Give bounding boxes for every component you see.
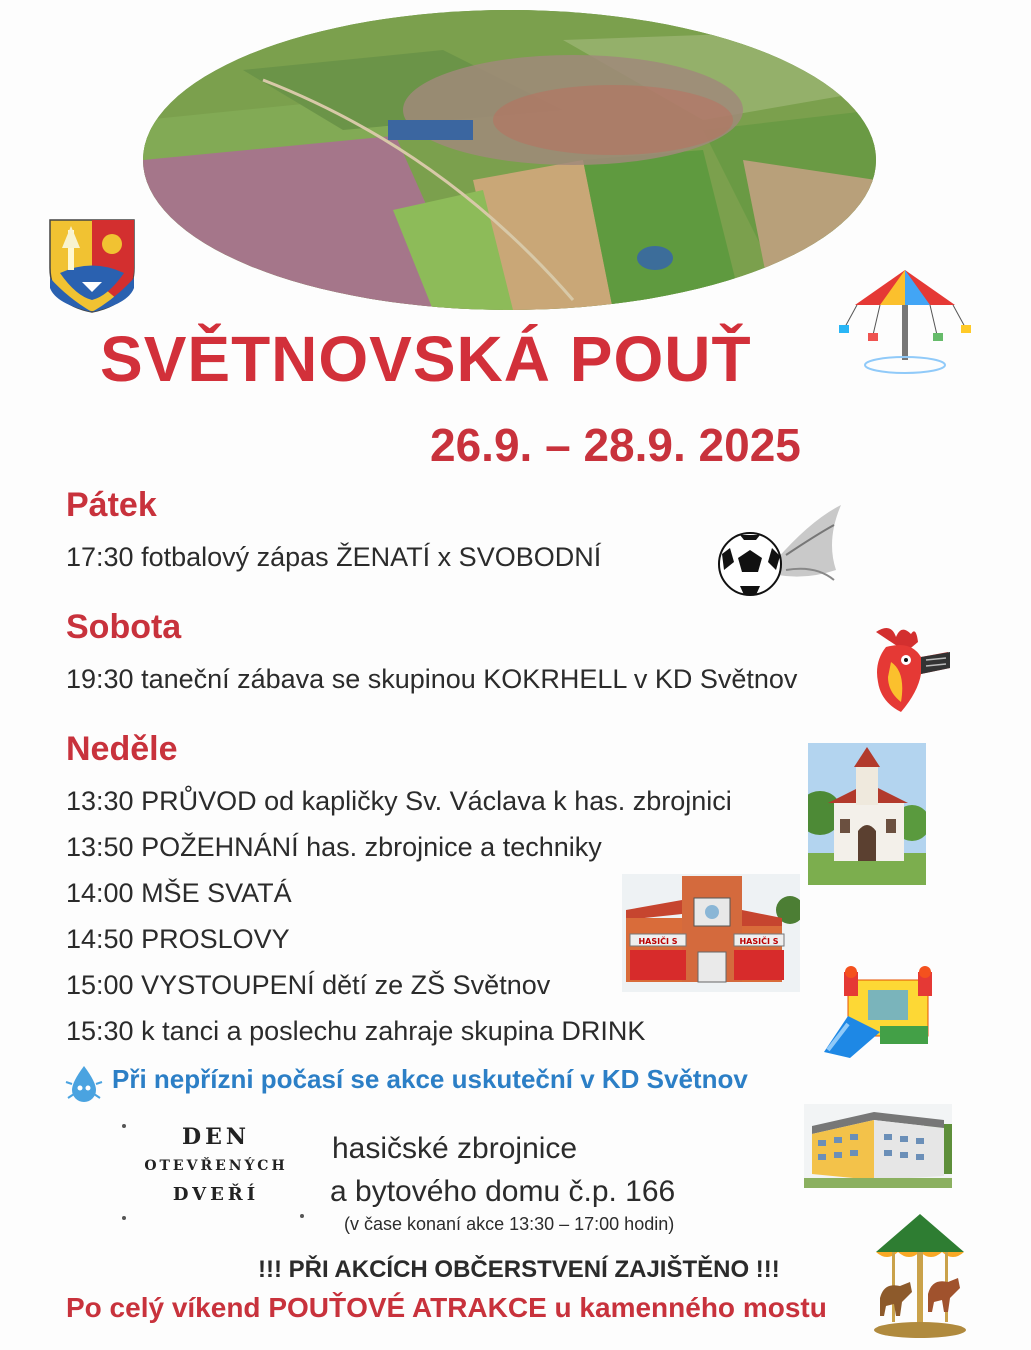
event-title: SVĚTNOVSKÁ POUŤ [100, 323, 752, 395]
sunday-event-5: 15:00 VYSTOUPENÍ dětí ze ZŠ Světnov [66, 970, 551, 1000]
weather-drop-icon [62, 1062, 106, 1106]
corner-dot [122, 1216, 126, 1220]
fire-station-sign-right: HASIČI S [739, 937, 779, 946]
aerial-landscape-illustration [143, 10, 876, 310]
day-heading-saturday: Sobota [66, 608, 182, 646]
open-doors-time: (v čase konaní akce 13:30 – 17:00 hodin) [344, 1214, 675, 1234]
sunday-event-4: 14:50 PROSLOVY [66, 924, 290, 954]
horse-carousel-icon [870, 1212, 970, 1342]
friday-event-1: 17:30 fotbalový zápas ŽENATÍ x SVOBODNÍ [66, 542, 602, 572]
open-doors-logo-line-1: DEN [182, 1124, 250, 1150]
sunday-event-2: 13:50 POŽEHNÁNÍ has. zbrojnice a techniky [66, 832, 602, 862]
event-dates: 26.9. – 28.9. 2025 [430, 419, 801, 471]
open-doors-logo [118, 1118, 314, 1226]
day-heading-sunday: Neděle [66, 730, 178, 768]
weekend-attractions: Po celý víkend POUŤOVÉ ATRAKCE u kamenného mostu [66, 1292, 827, 1323]
apartment-building-photo [804, 1104, 952, 1188]
corner-dot [122, 1124, 126, 1128]
open-doors-line-2: a bytového domu č.p. 166 [330, 1175, 676, 1208]
swing-carousel-icon [835, 265, 975, 385]
weather-note: Při nepřízni počasí se akce uskuteční v KD Světnov [112, 1064, 748, 1094]
sunday-event-6: 15:30 k tanci a poslechu zahraje skupina DRINK [66, 1016, 646, 1046]
day-heading-friday: Pátek [66, 486, 157, 524]
sunday-event-1: 13:30 PRŮVOD od kapličky Sv. Václava k has. zbrojnici [66, 786, 732, 816]
open-doors-line-1: hasičské zbrojnice [332, 1132, 578, 1165]
open-doors-logo-line-2: OTEVŘENÝCH [144, 1158, 288, 1174]
saturday-event-1: 19:30 taneční zábava se skupinou KOKRHELL v KD Světnov [66, 664, 798, 694]
chapel-photo [808, 743, 926, 885]
football-icon [716, 500, 846, 610]
sunday-event-3: 14:00 MŠE SVATÁ [66, 878, 292, 908]
coat-of-arms-icon [48, 218, 136, 314]
rooster-logo-icon [866, 622, 956, 718]
aerial-village-photo [143, 10, 876, 310]
open-doors-logo-line-3: DVEŘÍ [172, 1184, 260, 1205]
fire-station-photo [622, 874, 800, 992]
bouncy-castle-icon [820, 966, 935, 1062]
fire-station-sign-left: HASIČI S [638, 937, 678, 946]
refreshment-notice: !!! PŘI AKCÍCH OBČERSTVENÍ ZAJIŠTĚNO !!! [258, 1256, 780, 1283]
corner-dot [300, 1214, 304, 1218]
